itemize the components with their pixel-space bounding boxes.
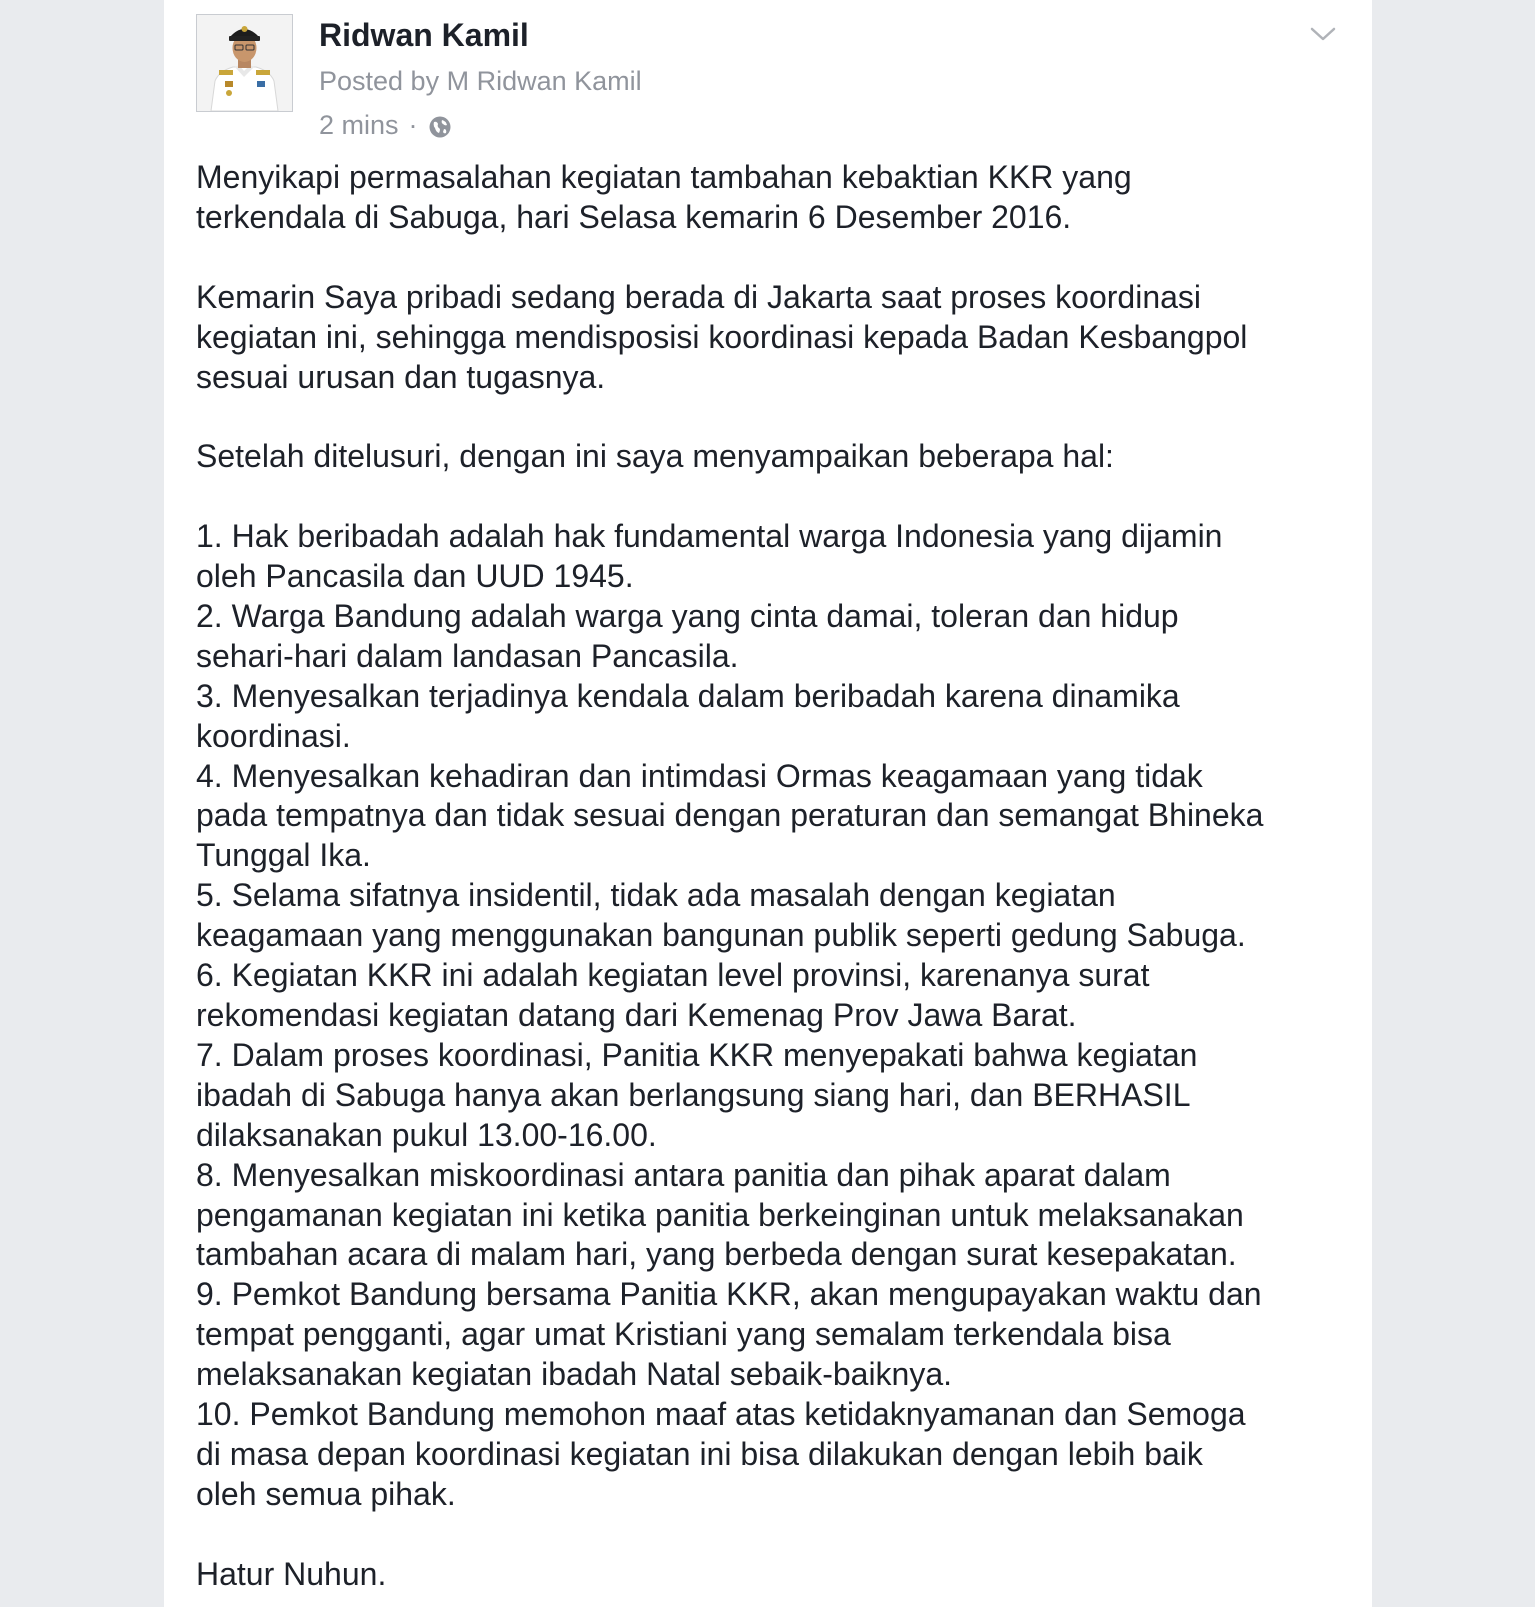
meta-separator: · [408,110,418,140]
post-text-line: 1. Hak beribadah adalah hak fundamental warga Indonesia yang dijamin [196,518,1223,555]
blank-line [196,1515,1356,1555]
author-name[interactable]: Ridwan Kamil [319,17,529,53]
globe-icon[interactable] [428,113,452,137]
post-text-line: 6. Kegiatan KKR ini adalah kegiatan level provinsi, karenanya surat [196,957,1150,994]
post-text-line: oleh Pancasila dan UUD 1945. [196,558,634,595]
post-text-line: tambahan acara di malam hari, yang berbeda dengan surat kesepakatan. [196,1236,1237,1273]
post-body [196,158,1356,1595]
profile-photo [197,15,292,111]
post-text-line: Kemarin Saya pribadi sedang berada di Jakarta saat proses koordinasi [196,278,1202,315]
blank-line [196,477,1356,517]
post-text-line: 3. Menyesalkan terjadinya kendala dalam beribadah karena dinamika [196,677,1180,714]
post-text-line: 4. Menyesalkan kehadiran dan intimdasi Ormas keagamaan yang tidak [196,757,1203,794]
post-text-line: kegiatan ini, sehingga mendisposisi koordinasi kepada Badan Kesbangpol [196,318,1248,355]
post-text-line: 8. Menyesalkan miskoordinasi antara panitia dan pihak aparat dalam [196,1156,1171,1193]
post-text-line: sesuai urusan dan tugasnya. [196,358,606,395]
post-timestamp[interactable]: 2 mins [319,110,399,140]
blank-line [196,238,1356,278]
post-text-line: koordinasi. [196,717,351,754]
post-text-line: Menyikapi permasalahan kegiatan tambahan kebaktian KKR yang [196,159,1132,195]
post-text-line: sehari-hari dalam landasan Pancasila. [196,637,739,674]
post-text-line: 9. Pemkot Bandung bersama Panitia KKR, akan mengupayakan waktu dan [196,1276,1262,1313]
author-avatar[interactable] [196,14,293,112]
post-meta [319,108,452,142]
post-text-line: dilaksanakan pukul 13.00-16.00. [196,1116,657,1153]
post-text-line: 7. Dalam proses koordinasi, Panitia KKR menyepakati bahwa kegiatan [196,1036,1198,1073]
post-text-line: ibadah di Sabuga hanya akan berlangsung siang hari, dan BERHASIL [196,1076,1191,1113]
post-text-line: rekomendasi kegiatan datang dari Kemenag Prov Jawa Barat. [196,996,1077,1033]
post-text-line: 5. Selama sifatnya insidentil, tidak ada masalah dengan kegiatan [196,877,1116,914]
post-text-line: 10. Pemkot Bandung memohon maaf atas ketidaknyamanan dan Semoga [196,1396,1246,1433]
post-text-line: Setelah ditelusuri, dengan ini saya menyampaikan beberapa hal: [196,438,1114,475]
chevron-down-icon[interactable] [1310,26,1336,42]
post-text-line: pada tempatnya dan tidak sesuai dengan peraturan dan semangat Bhineka [196,797,1264,834]
post-card [164,0,1372,1607]
post-text-line: Tunggal Ika. [196,837,371,874]
post-text-line: Hatur Nuhun. [196,1555,387,1592]
post-text-line: melaksanakan kegiatan ibadah Natal sebaik-baiknya. [196,1356,953,1393]
post-text-line: 2. Warga Bandung adalah warga yang cinta damai, toleran dan hidup [196,597,1179,634]
post-text-line: pengamanan kegiatan ini ketika panitia berkeinginan untuk melaksanakan [196,1196,1244,1233]
post-text-line: di masa depan koordinasi kegiatan ini bisa dilakukan dengan lebih baik [196,1435,1203,1472]
post-text-line: keagamaan yang menggunakan bangunan publik seperti gedung Sabuga. [196,917,1246,954]
post-text-line: terkendala di Sabuga, hari Selasa kemarin 6 Desember 2016. [196,198,1072,235]
blank-line [196,397,1356,437]
posted-by-label: Posted by M Ridwan Kamil [319,66,642,96]
post-text-line: tempat pengganti, agar umat Kristiani yang semalam terkendala bisa [196,1316,1171,1353]
post-text-line: oleh semua pihak. [196,1475,456,1512]
